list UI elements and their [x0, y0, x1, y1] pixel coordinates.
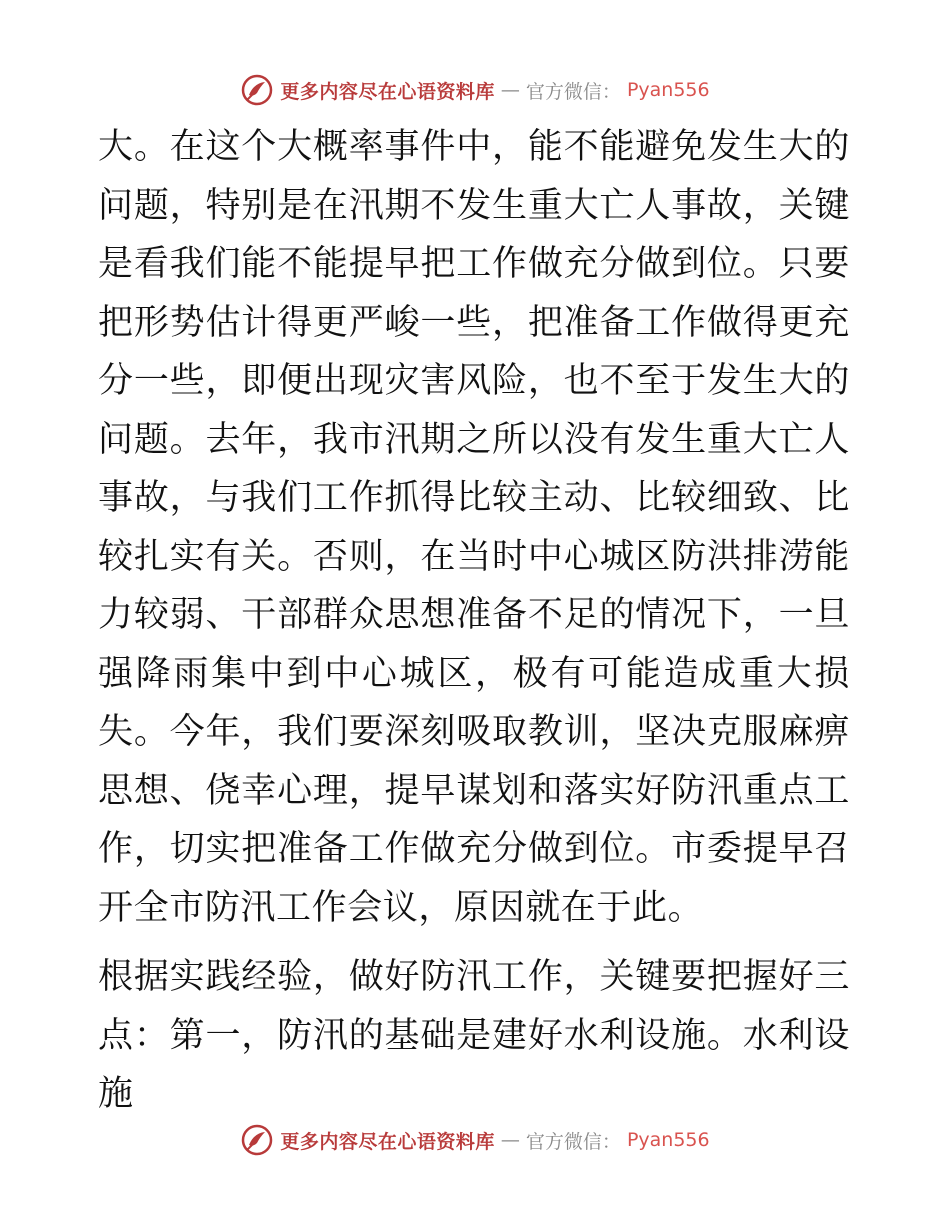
document-body	[98, 118, 850, 1124]
header-contact-id: Pyan556	[626, 79, 710, 101]
footer-banner	[0, 1120, 950, 1160]
footer-contact-id: Pyan556	[626, 1129, 710, 1151]
header-separator: —	[500, 79, 520, 101]
body-paragraph-1: 大。在这个大概率事件中，能不能避免发生大的问题，特别是在汛期不发生重大亡人事故，关键是看我们能不能提早把工作做充分做到位。只要把形势估计得更严峻一些，把准备工作做得更充分一些，即便出现灾害风险，也不至于发生大的问题。去年，我市汛期之所以没有发生重大亡人事故，与我们工作抓得比较主动、比较细致、比较扎实有关。否则，在当时中心城区防洪排涝能力较弱、干部群众思想准备不足的情况下，一旦强降雨集中到中心城区，极有可能造成重大损失。今年，我们要深刻吸取教训，坚决克服麻痹思想、侥幸心理，提早谋划和落实好防汛重点工作，切实把准备工作做充分做到位。市委提早召开全市防汛工作会议，原因就在于此。	[98, 127, 850, 928]
header-site-text: 更多内容尽在心语资料库	[280, 80, 495, 103]
logo-icon	[240, 73, 274, 107]
header-banner	[0, 70, 950, 110]
footer-separator: —	[500, 1129, 520, 1151]
header-contact-label: 官方微信：	[525, 80, 621, 103]
footer-contact-label: 官方微信：	[525, 1130, 621, 1153]
body-paragraph-2: 根据实践经验，做好防汛工作，关键要把握好三点：第一，防汛的基础是建好水利设施。水利设施	[98, 957, 850, 1114]
logo-icon	[240, 1123, 274, 1157]
footer-site-text: 更多内容尽在心语资料库	[280, 1130, 495, 1153]
